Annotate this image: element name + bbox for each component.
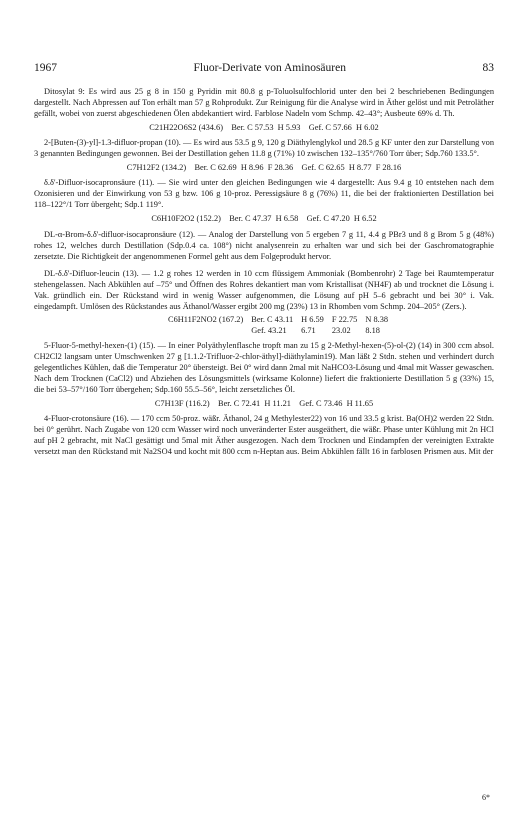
analysis-line: C7H13F (116.2) Ber. C 72.41 H 11.21 Gef. C 73.46 H 11.65 [154,399,374,409]
paragraph-difluor-propan: 2-[Buten-(3)-yl]-1.3-difluor-propan (10). — Es wird aus 53.5 g 9, 120 g Diäthylenglykol und 28.5 g KF unter den zur Darstellung von 3 genannten Bedingungen gewonnen. Bei der Destillation gehen 11.8 g (71%) 10 zwischen 132–135°/760 Torr über; Sdp.760 133.5°. [34,138,494,159]
paragraph-difluor-leucin: DL-δ.δ'-Difluor-leucin (13). — 1.2 g rohes 12 werden in 10 ccm flüssigem Ammoniak (Bombenrohr) 2 Tage bei Raumtemperatur stehengelassen. Nach Abkühlen auf –75° und Öffnen des Rohres dekantiert man vom Kristallisat (NH4F) ab und trocknet die Lösung i. Vak. gründlich ein. Der Rückstand wird in wenig Wasser aufgenommen, die Lösung auf pH 5–6 gebracht und bei 30° i. Vak. eingedampft. Umlösen des Rückstandes aus Äthanol/Wasser ergibt 200 mg (23%) 13 in Rhomben vom Schmp. 204–205° (Zers.). [34,268,494,311]
table-cell: C6H11F2NO2 (167.2) [168,314,244,324]
table-row [164,325,392,336]
table-cell: H 6.59 [301,314,324,324]
analysis-line: C7H12F2 (134.2) Ber. C 62.69 H 8.96 F 28.36 Gef. C 62.65 H 8.77 F 28.16 [126,163,402,173]
table-cell: 8.18 [365,325,380,335]
page-header [34,62,494,74]
table-cell: Gef. 43.21 [251,325,287,335]
table-cell: 23.02 [331,325,351,335]
table-cell: Ber. C 43.11 [251,314,294,324]
paragraph-methyl-hexen: 5-Fluor-5-methyl-hexen-(1) (15). — In einer Polyäthylenflasche tropft man zu 15 g 2-Methyl-hexen-(5)-ol-(2) (14) in 300 ccm absol. CH2Cl2 langsam unter Umschwenken 27 g [1.1.2-Trifluor-2-chlor-äthyl]-diäthylamin19). Man läßt 2 Stdn. stehen und verhindert durch gelegentliches Kühlen, daß die Temperatur 20° übersteigt. Bei 0° wird dann 2mal mit NaHCO3-Lösung und 4mal mit Wasser gewaschen. Nach dem Trocknen (CaCl2) und Abziehen des Lösungsmittels (wirksame Kolonne) liefert die fraktionierte Destillation 5 g (33%) 15, die bei 53–57°/160 Torr übergehen; Sdp.160 55.5–56°, leicht zersetzliches Öl. [34,340,494,395]
analysis-line: C6H10F2O2 (152.2) Ber. C 47.37 H 6.58 Gef. C 47.20 H 6.52 [151,214,377,224]
table-cell: F 22.75 [331,314,358,324]
table-cell [164,325,247,336]
paragraph-brom-isocapronsaeure: DL-α-Brom-δ.δ'-difluor-isocapronsäure (12). — Analog der Darstellung von 5 ergeben 7 g 11, 4.4 g PBr3 und 8 g Brom 5 g (48%) rohes 12, welches durch Destillation (Sdp.0.4 ca. 108°) nicht analysenrein zu erhalten war und sich bei der Gaschromatographie zersetzte. Die Richtigkeit der angenommenen Formel geht aus dem Folgeprodukt hervor. [34,229,494,261]
printer-signature: 6* [482,793,490,802]
paragraph-fluor-crotonsaeure: 4-Fluor-crotonsäure (16). — 170 ccm 50-proz. wäßr. Äthanol, 24 g Methylester22) von 16 und 33.5 g krist. Ba(OH)2 werden 22 Stdn. bei 0° gerührt. Nach Zugabe von 120 ccm Wasser wird noch unveränderter Ester ausgeäthert, die wäßr. Phase unter Kühlung mit 2n HCl auf pH 2 gebracht, mit NaCl gesättigt und 5mal mit Äther ausgezogen. Nach dem Trocknen und Eindampfen der vereinigten Extrakte versetzt man den Rückstand mit Na2SO4 und kocht mit 800 ccm n-Heptan aus. Beim Abkühlen fällt 16 in farblosen Prismen aus. Mit der [34,414,494,457]
analysis-line: C21H22O6S2 (434.6) Ber. C 57.53 H 5.93 Gef. C 57.66 H 6.02 [149,123,379,133]
header-year: 1967 [34,62,57,74]
table-row [164,314,392,325]
header-page-number: 83 [482,62,494,74]
analysis-table [164,314,392,336]
header-title: Fluor-Derivate von Aminosäuren [193,62,346,74]
paragraph-isocapronsaeure: δ.δ'-Difluor-isocapronsäure (11). — Sie wird unter den gleichen Bedingungen wie 4 dargestellt: Aus 9.4 g 10 entstehen nach dem Ozonisieren und der Einwirkung von 53 g bzw. 106 g 10-proz. Peressigsäure 8 g (76%) 11, die bei der fraktionierten Destillation bei 118–122°/1 Torr übergeht; Sdp.1 119°. [34,178,494,210]
table-cell: N 8.38 [365,314,389,324]
table-cell: 6.71 [301,325,316,335]
paragraph-ditosylat: Ditosylat 9: Es wird aus 25 g 8 in 150 g Pyridin mit 80.8 g p-Toluolsulfochlorid unter den bei 2 beschriebenen Bedingungen dargestellt. Nach Abpressen auf Ton erhält man 57 g Rohprodukt. Zur Reinigung für die Analyse wird in Äther gelöst und mit Petroläther gefällt, wobei von zuerst abgeschiedenen Ölen abdekantiert wird. Farblose Nadeln vom Schmp. 42–43°; Ausbeute 69% d. Th. [34,87,494,119]
